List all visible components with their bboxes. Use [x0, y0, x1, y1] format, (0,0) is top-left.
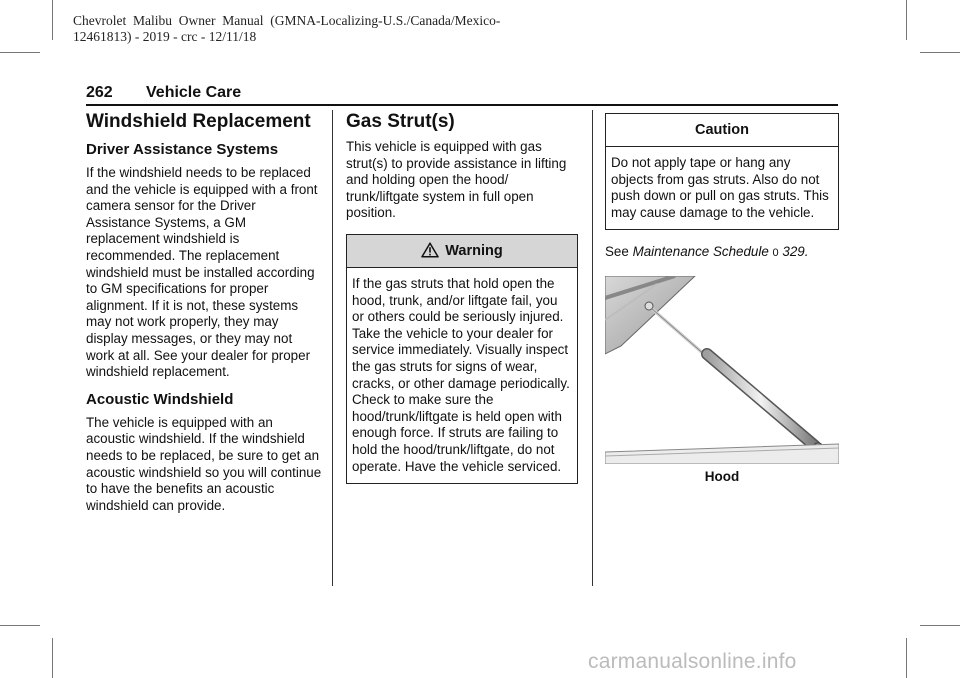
- warning-title: Warning: [445, 242, 503, 259]
- crop-mark: [52, 0, 53, 40]
- page-number: 262: [86, 84, 113, 101]
- crop-mark: [906, 638, 907, 678]
- crop-mark: [0, 625, 40, 626]
- acoustic-windshield-paragraph: The vehicle is equipped with an acoustic windshield. If the windshield needs to be replaced, be sure to get an acoustic windshield so you will continue to have the benefits an acoustic windshield can provide.: [86, 414, 322, 513]
- column-2: [346, 110, 578, 484]
- crop-mark: [920, 52, 960, 53]
- maintenance-schedule-link[interactable]: [633, 244, 809, 259]
- acoustic-windshield-heading: Acoustic Windshield: [86, 390, 234, 408]
- print-header-line1: Chevrolet Malibu Owner Manual (GMNA-Localizing-U.S./Canada/Mexico-: [73, 13, 501, 28]
- crop-mark: [906, 0, 907, 40]
- crop-mark: [0, 52, 40, 53]
- figure-caption: Hood: [704, 468, 740, 484]
- gas-struts-heading: Gas Strut(s): [346, 111, 455, 132]
- page-ref-number: 329.: [782, 244, 809, 260]
- page-ref-arrow-icon: 0: [772, 247, 779, 260]
- warning-header: [347, 235, 577, 268]
- caution-body: Do not apply tape or hang any objects from gas struts. Also do not push down or pull on gas struts. This may cause damage to the vehicle.: [611, 155, 829, 220]
- warning-body: If the gas struts that hold open the hood, trunk, and/or liftgate fail, you or others could be seriously injured. Take the vehicle to your dealer for service immediately. Visually inspect the gas struts for signs of wear, cracks, or other damage periodically. Check to make sure the hood/trunk/liftgate is held open with enough force. If struts are failing to hold the hood/trunk/liftgate, do not operate. Have the vehicle serviced.: [352, 275, 570, 474]
- header-rule: [86, 104, 838, 106]
- caution-box: [605, 113, 839, 230]
- warning-box: [346, 234, 578, 484]
- column-divider: [332, 110, 333, 586]
- print-header: [73, 13, 500, 45]
- crop-mark: [920, 625, 960, 626]
- watermark: carmanualsonline.info: [588, 650, 797, 673]
- warning-triangle-icon: [421, 238, 439, 271]
- strut-cylinder: [707, 354, 815, 446]
- caution-header: Caution: [606, 114, 838, 147]
- page-title: Vehicle Care: [146, 84, 242, 101]
- windshield-replacement-heading: Windshield Replacement: [86, 111, 311, 132]
- maintenance-schedule-link-text: Maintenance Schedule: [632, 244, 769, 260]
- column-divider: [592, 110, 593, 586]
- crop-mark: [52, 638, 53, 678]
- hood-strut-illustration: [605, 276, 839, 464]
- column-3: [605, 110, 839, 486]
- gas-struts-paragraph: This vehicle is equipped with gas strut(s) to provide assistance in lifting and holding open the hood/ trunk/liftgate system in full open position.: [346, 139, 567, 221]
- driver-assistance-heading: Driver Assistance Systems: [86, 141, 279, 158]
- print-header-line2: 12461813) - 2019 - crc - 12/11/18: [73, 29, 257, 44]
- see-reference: [605, 244, 839, 262]
- see-prefix: See: [605, 244, 629, 260]
- driver-assistance-paragraph: If the windshield needs to be replaced and the vehicle is equipped with a front camera sensor for the Driver Assistance Systems, a GM replacement windshield is recommended. The replacement windshield must be installed according to GM specifications for proper alignment. If it is not, these systems may not work properly, they may display messages, or they may not work at all. See your dealer for proper windshield replacement.: [86, 165, 318, 380]
- column-1: [86, 110, 322, 514]
